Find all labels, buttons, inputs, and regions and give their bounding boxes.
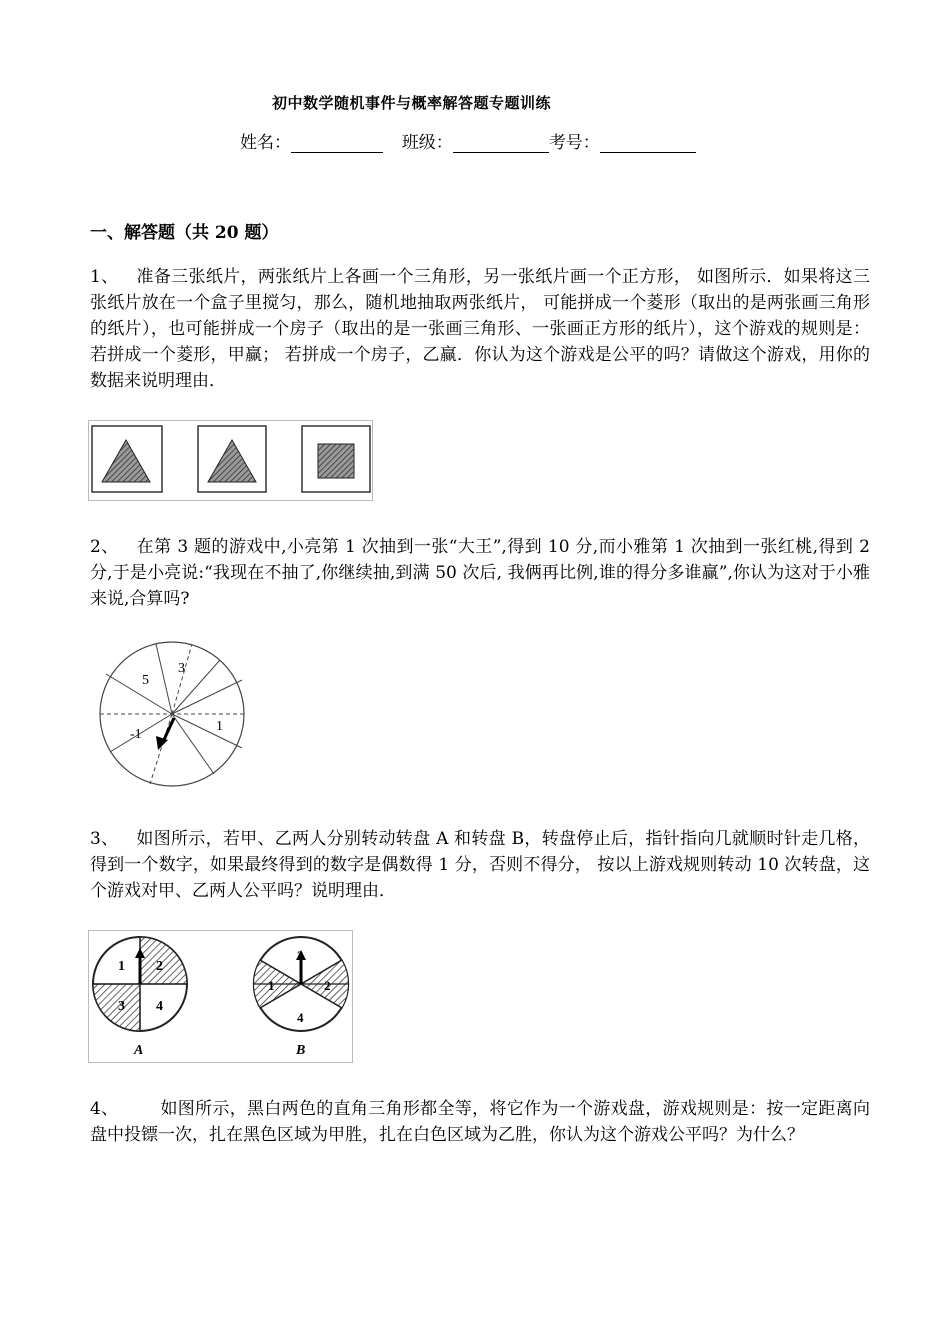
question-text: 如图所示，若甲、乙两人分别转动转盘 A 和转盘 B，转盘停止后，指针指向几就顺时针走几格，得到一个数字，如果最终得到的数字是偶数得 1 分，否则不得分， 按以上游戏规则转动 10 次转盘，这个游戏对甲、乙两人公平吗？说明理由． [90, 829, 870, 901]
disk-a-label: 4 [156, 999, 163, 1014]
disk-b-label: 1 [268, 978, 275, 993]
question-4 [90, 1096, 870, 1148]
question-text: 在第 3 题的游戏中,小亮第 1 次抽到一张“大王”,得到 10 分,而小雅第 1 次抽到一张红桃,得到 2 分,于是小亮说:“我现在不抽了,你继续抽,到满 50 次后, 我俩再比例,谁的得分多谁赢”,你认为这对于小雅来说,合算吗? [90, 537, 870, 609]
spinner-label: 5 [142, 673, 149, 688]
id-blank[interactable] [600, 134, 696, 153]
disk-b-caption: B [296, 1043, 306, 1058]
question-text: 准备三张纸片，两张纸片上各画一个三角形，另一张纸片画一个正方形， 如图所示．如果将这三张纸片放在一个盒子里搅匀，那么，随机地抽取两张纸片， 可能拼成一个菱形（取出的是两张画三角形的纸片），也可能拼成一个房子（取出的是一张画三角形、一张画正方形的纸片），这个游戏的规则是：若拼成一个菱形，甲赢； 若拼成一个房子，乙赢．你认为这个游戏是公平的吗？请做这个游戏，用你的数据来说明理由． [90, 267, 870, 391]
spinner-label: -1 [130, 727, 142, 742]
disks-figure [88, 930, 354, 1064]
paper-cards-figure [88, 420, 374, 502]
question-number: 3、 [90, 829, 119, 849]
student-info-line [240, 128, 696, 153]
disk-a-label: 3 [118, 999, 125, 1014]
disk-b-label: 2 [324, 978, 331, 993]
disk-a-label: 1 [118, 959, 125, 974]
section-heading: 一、解答题（共 20 题） [90, 223, 279, 243]
spinner-figure [96, 640, 252, 790]
question-text: 如图所示，黑白两色的直角三角形都全等，将它作为一个游戏盘，游戏规则是：按一定距离向盘中投镖一次，扎在黑色区域为甲胜，扎在白色区域为乙胜，你认为这个游戏公平吗？为什么？ [90, 1099, 870, 1145]
name-blank[interactable] [291, 134, 383, 153]
disk-a-caption: A [134, 1043, 144, 1058]
disk-b-label: 3 [297, 948, 304, 963]
class-label: 班级： [401, 133, 453, 153]
question-2 [90, 534, 870, 612]
question-number: 2、 [90, 537, 119, 557]
square-shape [318, 444, 354, 478]
spinner-label: 3 [178, 661, 185, 676]
id-label: 考号： [548, 133, 600, 153]
disk-a-label: 2 [156, 959, 163, 974]
disk-b-label: 4 [297, 1010, 304, 1025]
name-label: 姓名： [240, 133, 291, 153]
page-title: 初中数学随机事件与概率解答题专题训练 [272, 94, 552, 112]
class-blank[interactable] [453, 134, 549, 153]
question-number: 4、 [90, 1099, 119, 1119]
spinner-label: 1 [216, 719, 223, 734]
question-number: 1、 [90, 267, 119, 287]
question-3 [90, 826, 870, 904]
question-1 [90, 264, 870, 394]
